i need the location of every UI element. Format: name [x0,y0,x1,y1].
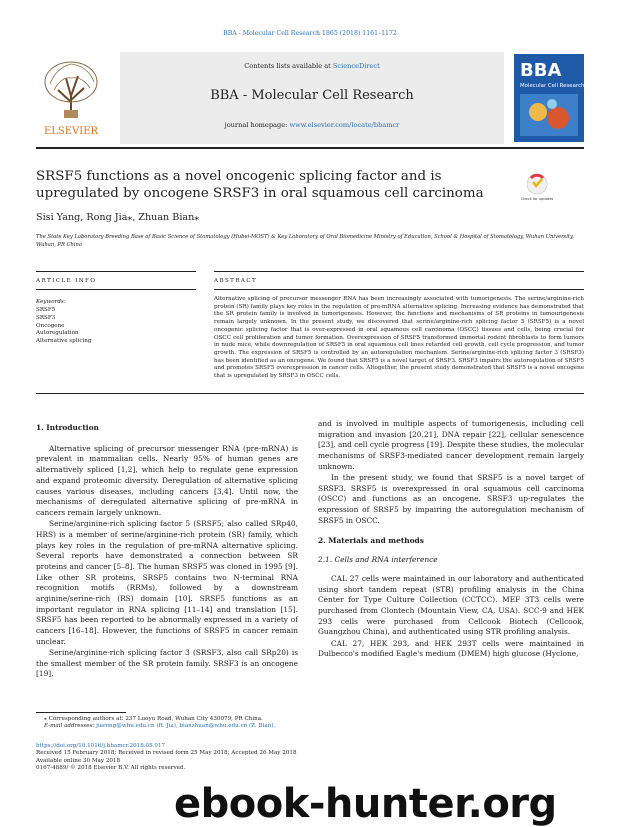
homepage-line [120,121,504,129]
keyword-item: Alternative splicing [36,338,92,345]
methods-paragraph: CAL 27, HEK 293, and HEK 293T cells were maintained in Dulbecco's modified Eagle's medium (DMEM) high glucose (Hyclone, [318,638,584,659]
affiliation: The State Key Laboratory Breeding Base of Basic Science of Stomatology (Hubei-MOST) & Key Laboratory of Oral Biomedicine Ministry of Education, School & Hospital of Stomatology, Wuhan University, Wuhan, PR China [36,234,574,248]
abstract-rule [214,289,584,290]
copyright-line: 0167-4889/ © 2018 Elsevier B.V. All rights reserved. [36,765,186,772]
abstract-rule-top [214,271,584,272]
sciencedirect-link[interactable]: ScienceDirect [332,62,380,70]
abstract-text: Alternative splicing of precursor messenger RNA has been increasingly associated with tumorigenesis. The serine/arginine-rich protein (SR) family plays key roles in the regulation of pre-mRNA alternative splicing. Increasing evidence has demonstrated that the SR protein family is involved in tumorigenesis. However, the functions and mechanisms of SR proteins in tumourigenesis remain largely unknown. In the present study, we discovered that serine/arginine-rich splicing factor 5 (SRSF5) is a novel oncogenic splicing factor that is over-expressed in oral squamous cell carcinoma (OSCC) tissues and cells, being crucial for OSCC cell proliferation and tumor formation. Overexpression of SRSF5 transformed immortal rodent fibroblasts to form tumors in nude mice, while downregulation of SRSF5 in oral squamous cell lines retarded cell growth, cell cycle progression, and tumor growth. The expression of SRSF5 is controlled by an autoregulation mechanism. Serine/arginine-rich splicing factor 3 (SRSF3) has been identified as an oncogene. We found that SRSF5 is a novel target of SRSF3. SRSF3 impairs the autoregulation of SRSF5 and promotes SRSF5 overexpression in cancer cells. Altogether, the present study demonstrated that SRSF5 is a novel oncogene that is upregulated by SRSF3 in OSCC cells. [214,296,584,380]
keyword-item: Autoregulation [36,330,79,337]
intro-paragraph: Alternative splicing of precursor messenger RNA (pre-mRNA) is prevalent in mammalian cells. Nearly 95% of human genes are alternatively spliced [1,2], which help to regulate gene expression and expand proteomic diversity. Deregulation of alternative splicing causes various diseases, including cancers [3,4]. Until now, the mechanisms of deregulated alternative splicing of pre-mRNA in cancers remain largely unknown. [36,443,298,517]
journal-name: BBA - Molecular Cell Research [210,88,414,103]
methods-heading: 2. Materials and methods [318,535,424,545]
journal-reference[interactable]: BBA - Molecular Cell Research 1865 (2018) 1161–1172 [223,30,397,37]
intro-paragraph: Serine/arginine-rich splicing factor 3 (SRSF3, also call SRp20) is the smallest member of the SR protein family. SRSF3 is an oncogene [19], [36,648,298,679]
homepage-link[interactable]: www.elsevier.com/locate/bbamcr [289,121,400,129]
keyword-item: SRSF3 [36,314,56,321]
article-info-heading: ARTICLE INFO [36,278,97,284]
publication-info [36,743,584,773]
body-right-column [318,419,584,660]
abstract-heading: ABSTRACT [214,278,258,284]
contents-line [120,62,504,70]
elsevier-logo [36,54,106,138]
available-online: Available online 30 May 2018 [36,757,121,764]
methods-paragraph: CAL 27 cells were maintained in our laboratory and authenticated using short tandem repeat (STR) profiling analysis in the China Center for Type Culture Collection (CCTCC). MEF 3T3 cells were purchased from Clontech (Mountain View, CA, USA). SCC-9 and HEK 293 cells were purchased from Cellcook Biotech (Cellcook, Guangzhou China), and authenticated using STR profiling analysis. [318,573,584,637]
intro-heading: 1. Introduction [36,423,99,432]
keywords-label: Keywords: [36,299,66,305]
email-label: E-mail addresses: [44,723,95,730]
journal-cover-image [514,54,584,142]
intro-continued-paragraph: and is involved in multiple aspects of tumorigenesis, including cell migration and invasion [20,21], DNA repair [22], cellular senescence [23], and cell cycle progress [19]. Despite these studies, the molecular mechanisms of SRSF3-mediated cancer development remain largely unknown. [318,419,584,471]
intro-paragraph: Serine/arginine-rich splicing factor 5 (SRSF5; also called SRp40, HRS) is a member of serine/arginine-rich protein (SR) family, which plays key roles in the regulation of pre-mRNA alternative splicing. Several reports have demonstrated a connection between SR proteins and cancer [5–8]. The human SRSF5 was cloned in 1995 [9]. Like other SR proteins, SRSF5 contains two N-terminal RNA recognition motifs (RRMs), followed by a downstream arginine/serine-rich (RS) domain [10]. SRSF5 functions as an important regulator in RNA splicing [11–14] and translation [15]. SRSF5 has been reported to be abnormally expressed in a variety of cancers [16–18]. However, the functions of SRSF5 in cancer remain unclear. [36,519,298,646]
keyword-item: Oncogene [36,322,65,329]
doi-link[interactable]: https://doi.org/10.1016/j.bbamcr.2018.05.017 [36,743,166,749]
header-rule [36,147,584,149]
watermark: ebook-hunter.org [174,781,557,827]
keyword-item: SRSF5 [36,307,56,313]
article-info-rule [36,289,196,290]
cover-subtitle: Molecular Cell Research [520,83,584,89]
article-info-rule-top [36,271,196,272]
email-addresses[interactable]: jiarong@whu.edu.cn (R. Jia), bianzhuan@whu.edu.cn (Z. Bian). [96,723,276,730]
corresponding-note: ⁎ Corresponding authors at: 237 Luoyu Road, Wuhan City 430079, PR China. [44,716,263,722]
article-title: SRSF5 functions as a novel oncogenic splicing factor and is upregulated by oncogene SRSF3 in oral squamous cell carcinoma [36,169,484,201]
author-list: Sisi Yang, Rong Jia⁎, Zhuan Bian⁎ [36,212,200,223]
cells-subheading: 2.1. Cells and RNA interference [318,555,438,565]
footnote-rule [36,712,126,713]
homepage-prefix: journal homepage: [224,121,288,129]
abstract-bottom-rule [36,393,584,394]
cover-bba-text: BBA [520,60,562,81]
check-updates-label: Check for updates [521,197,553,201]
contents-prefix: Contents lists available at [244,62,331,70]
intro-paragraph: In the present study, we found that SRSF5 is a novel target of SRSF3. SRSF5 is overexpressed in oral squamous cell carcinoma (OSCC) and functions as an oncogene. SRSF3 up-regulates the expression of SRSF5 by impairing the autoregulation mechanism of SRSF5 in OSCC. [318,473,584,525]
received-dates: Received 15 February 2018; Received in revised form 25 May 2018; Accepted 26 May 2018 [36,750,297,757]
elsevier-wordmark: ELSEVIER [43,126,99,137]
check-for-updates-button[interactable] [521,172,553,206]
email-line [44,723,584,730]
body-left-column [36,423,298,680]
corresponding-footnote [44,716,584,731]
keywords-list [36,307,91,346]
